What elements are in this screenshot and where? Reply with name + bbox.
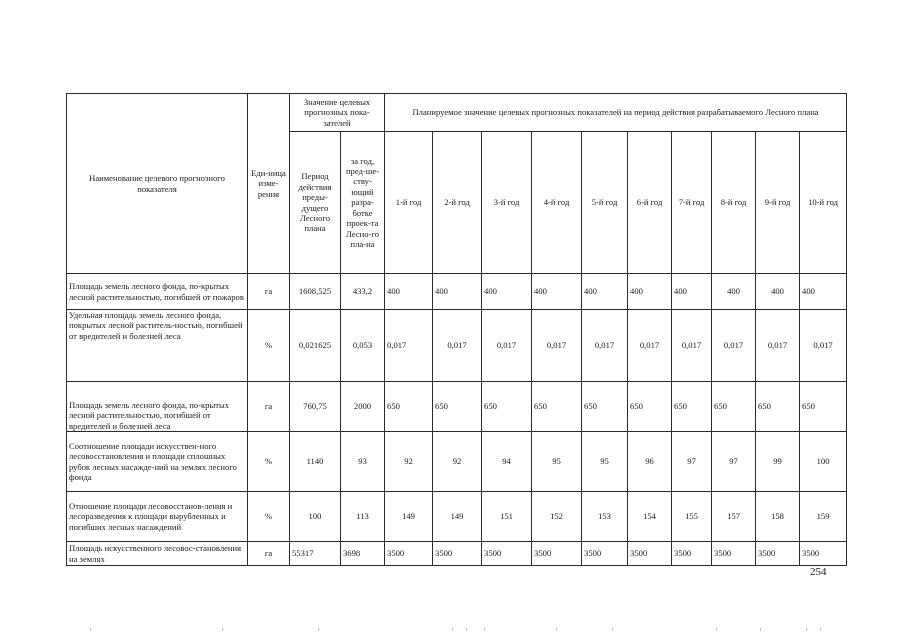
row-lastyear-value: 113 xyxy=(341,492,385,542)
row-name: Площадь искусственного лесовос-становления на землях xyxy=(67,542,248,566)
header-year-5: 5-й год xyxy=(582,132,628,274)
row-lastyear-value: 3698 xyxy=(341,542,385,566)
row-year-value: 3500 xyxy=(532,542,582,566)
table-row xyxy=(67,542,847,566)
row-year-value: 100 xyxy=(800,432,847,492)
row-unit: га xyxy=(248,274,290,310)
row-year-value: 99 xyxy=(756,432,800,492)
row-unit: га xyxy=(248,542,290,566)
forecast-indicators-table xyxy=(66,93,847,566)
row-year-value: 149 xyxy=(385,492,433,542)
header-year-2: 2-й год xyxy=(433,132,482,274)
row-year-value: 400 xyxy=(756,274,800,310)
row-unit: га xyxy=(248,382,290,432)
table-row xyxy=(67,382,847,432)
row-year-value: 94 xyxy=(482,432,532,492)
row-year-value: 3500 xyxy=(582,542,628,566)
row-name: Отношение площади лесовосстанов-ления и лесоразведения к площади вырубленных и погибших лесных насаждений xyxy=(67,492,248,542)
row-year-value: 154 xyxy=(628,492,672,542)
row-lastyear-value: 0,053 xyxy=(341,310,385,382)
row-year-value: 3500 xyxy=(482,542,532,566)
row-year-value: 400 xyxy=(433,274,482,310)
header-previous-plan-period: Период действия преды-дущего Лесного плана xyxy=(290,132,341,274)
row-year-value: 95 xyxy=(582,432,628,492)
row-year-value: 650 xyxy=(712,382,756,432)
table-row xyxy=(67,432,847,492)
row-year-value: 96 xyxy=(628,432,672,492)
row-year-value: 400 xyxy=(482,274,532,310)
row-year-value: 3500 xyxy=(800,542,847,566)
row-year-value: 650 xyxy=(756,382,800,432)
row-period-value: 760,75 xyxy=(290,382,341,432)
header-planned-values: Планируемое значение целевых прогнозных показателей на период действия разрабатываемого Лесного плана xyxy=(385,94,847,132)
table-row xyxy=(67,274,847,310)
row-year-value: 97 xyxy=(672,432,712,492)
header-year-10: 10-й год xyxy=(800,132,847,274)
row-year-value: 400 xyxy=(582,274,628,310)
row-year-value: 3500 xyxy=(672,542,712,566)
row-year-value: 3500 xyxy=(385,542,433,566)
row-year-value: 0,017 xyxy=(433,310,482,382)
header-year-1: 1-й год xyxy=(385,132,433,274)
row-period-value: 100 xyxy=(290,492,341,542)
row-year-value: 400 xyxy=(628,274,672,310)
row-year-value: 3500 xyxy=(433,542,482,566)
header-year-8: 8-й год xyxy=(712,132,756,274)
row-year-value: 400 xyxy=(385,274,433,310)
row-year-value: 650 xyxy=(582,382,628,432)
row-year-value: 400 xyxy=(532,274,582,310)
row-year-value: 0,017 xyxy=(532,310,582,382)
row-year-value: 157 xyxy=(712,492,756,542)
header-year-7: 7-й год xyxy=(672,132,712,274)
row-year-value: 149 xyxy=(433,492,482,542)
row-year-value: 0,017 xyxy=(482,310,532,382)
row-year-value: 400 xyxy=(800,274,847,310)
row-year-value: 92 xyxy=(433,432,482,492)
row-year-value: 0,017 xyxy=(385,310,433,382)
row-year-value: 0,017 xyxy=(800,310,847,382)
page-number: 254 xyxy=(810,566,827,578)
row-year-value: 0,017 xyxy=(756,310,800,382)
row-lastyear-value: 93 xyxy=(341,432,385,492)
row-year-value: 0,017 xyxy=(582,310,628,382)
row-year-value: 0,017 xyxy=(712,310,756,382)
row-year-value: 650 xyxy=(800,382,847,432)
table-row xyxy=(67,492,847,542)
row-year-value: 400 xyxy=(712,274,756,310)
row-period-value: 1140 xyxy=(290,432,341,492)
row-year-value: 400 xyxy=(672,274,712,310)
row-year-value: 97 xyxy=(712,432,756,492)
row-year-value: 650 xyxy=(532,382,582,432)
row-year-value: 3500 xyxy=(628,542,672,566)
header-year-before: за год, пред-ше-ству-ющий разра-ботке проек-та Лесно-го пла-на xyxy=(341,132,385,274)
row-period-value: 55317 xyxy=(290,542,341,566)
header-year-3: 3-й год xyxy=(482,132,532,274)
row-year-value: 3500 xyxy=(756,542,800,566)
row-name: Удельная площадь земель лесного фонда, покрытых лесной раститель-ностью, погибшей от вредителей и болезней леса xyxy=(67,310,248,382)
row-year-value: 151 xyxy=(482,492,532,542)
row-unit: % xyxy=(248,432,290,492)
header-unit: Еди-ница изме-рения xyxy=(248,94,290,274)
row-year-value: 650 xyxy=(628,382,672,432)
row-lastyear-value: 2000 xyxy=(341,382,385,432)
row-year-value: 158 xyxy=(756,492,800,542)
header-year-6: 6-й год xyxy=(628,132,672,274)
header-current-values: Значение целевых прогнозных пока-зателей xyxy=(290,94,385,132)
row-year-value: 650 xyxy=(482,382,532,432)
row-year-value: 155 xyxy=(672,492,712,542)
table-row xyxy=(67,310,847,382)
row-year-value: 95 xyxy=(532,432,582,492)
row-name: Соотношение площади искусствен-ного лесовосстановления и площади сплошных рубок лесных насажде-ний на землях лесного фонда xyxy=(67,432,248,492)
row-unit: % xyxy=(248,492,290,542)
header-indicator-name: Наименование целевого прогнозного показателя xyxy=(67,94,248,274)
header-year-4: 4-й год xyxy=(532,132,582,274)
row-name: Площадь земель лесного фонда, по-крытых лесной растительностью, погибшей от пожаров xyxy=(67,274,248,310)
row-unit: % xyxy=(248,310,290,382)
row-year-value: 152 xyxy=(532,492,582,542)
row-year-value: 159 xyxy=(800,492,847,542)
row-year-value: 153 xyxy=(582,492,628,542)
row-period-value: 0,021625 xyxy=(290,310,341,382)
row-year-value: 0,017 xyxy=(628,310,672,382)
row-year-value: 0,017 xyxy=(672,310,712,382)
row-period-value: 1608,525 xyxy=(290,274,341,310)
row-year-value: 650 xyxy=(385,382,433,432)
row-name: Площадь земель лесного фонда, по-крытых лесной растительностью, погибшей от вредителей и болезней леса xyxy=(67,382,248,432)
header-year-9: 9-й год xyxy=(756,132,800,274)
row-year-value: 3500 xyxy=(712,542,756,566)
row-lastyear-value: 433,2 xyxy=(341,274,385,310)
row-year-value: 650 xyxy=(672,382,712,432)
row-year-value: 92 xyxy=(385,432,433,492)
row-year-value: 650 xyxy=(433,382,482,432)
scan-edge-marks xyxy=(0,628,905,636)
